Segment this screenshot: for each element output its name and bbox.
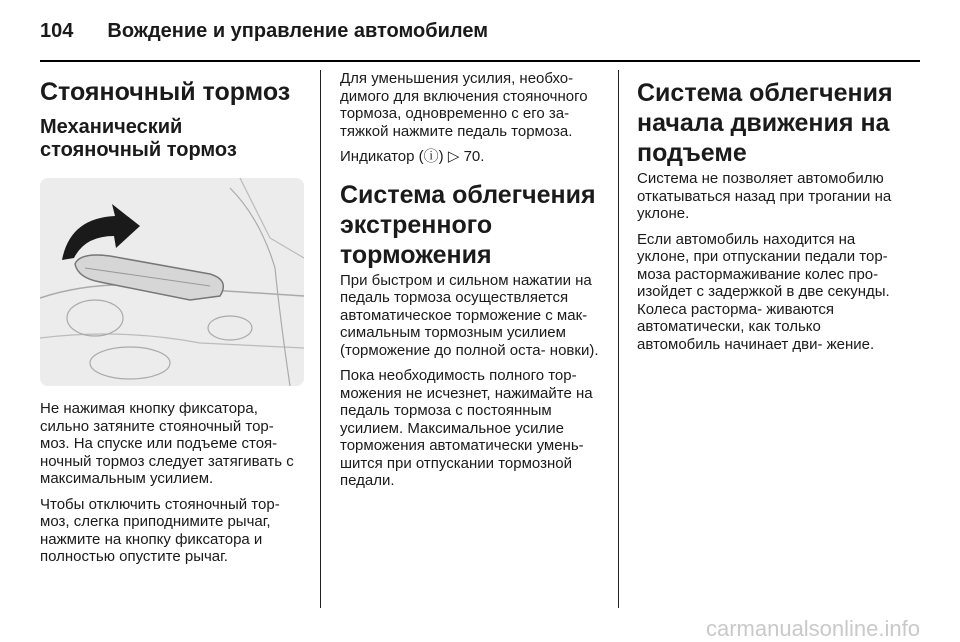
chapter-title: Вождение и управление автомобилем <box>107 19 488 42</box>
section-title: Система облегчения экстренного торможения <box>340 180 596 269</box>
paragraph: Система не позволяет автомобилю откатываться назад при трогании на уклоне. <box>637 170 892 222</box>
indicator-reference <box>340 148 604 166</box>
paragraph: Если автомобиль находится на уклоне, при отпускании педали тор- моза растормаживание колес про- изойдет с задержкой в две секунды. Колеса расторма- живаются автоматически, как только автомобиль начинает дви- жение. <box>637 230 890 353</box>
column-divider <box>320 70 321 608</box>
paragraph: Не нажимая кнопку фиксатора, сильно затяните стояночный тор- моз. На спуске или подъеме стоя- ночный тормоз следует затягивать с максимальным усилием. <box>40 400 294 487</box>
indicator-page-ref: 70. <box>463 148 485 165</box>
section-title: Система облегчения начала движения на подъеме <box>637 79 893 167</box>
paragraph: Пока необходимость полного тор- можения не исчезнет, нажимайте на педаль тормоза с постоянным усилием. Максимальное усилие торможения автоматически умень- шится при отпускании тормозной педали. <box>340 367 593 489</box>
watermark: carmanualsonline.info <box>705 616 920 641</box>
column-2 <box>340 70 604 498</box>
parking-brake-illustration <box>40 178 304 386</box>
column-1 <box>40 70 304 574</box>
paragraph: Чтобы отключить стояночный тор- моз, слегка приподнимите рычаг, нажмите на кнопку фиксатора и полностью опустите рычаг. <box>40 495 280 565</box>
header-divider <box>40 60 920 62</box>
column-divider <box>618 70 619 608</box>
brake-indicator-icon: (ⓘ) <box>418 148 444 165</box>
reference-arrow-icon: ▷ <box>447 148 460 165</box>
paragraph: Для уменьшения усилия, необхо- димого для включения стояночного тормоза, одновременно с его за- тяжкой нажмите педаль тормоза. <box>340 70 588 140</box>
page-number: 104 <box>40 19 74 42</box>
paragraph: При быстром и сильном нажатии на педаль тормоза осуществляется автоматическое торможение с мак- симальным тормозным усилием (торможение до полной оста- новки). <box>340 271 599 359</box>
subsection-title: Механический стояночный тормоз <box>40 116 237 161</box>
column-3 <box>637 70 907 361</box>
page-header <box>40 14 920 48</box>
section-title: Стояночный тормоз <box>40 78 291 106</box>
indicator-label: Индикатор <box>340 148 415 165</box>
